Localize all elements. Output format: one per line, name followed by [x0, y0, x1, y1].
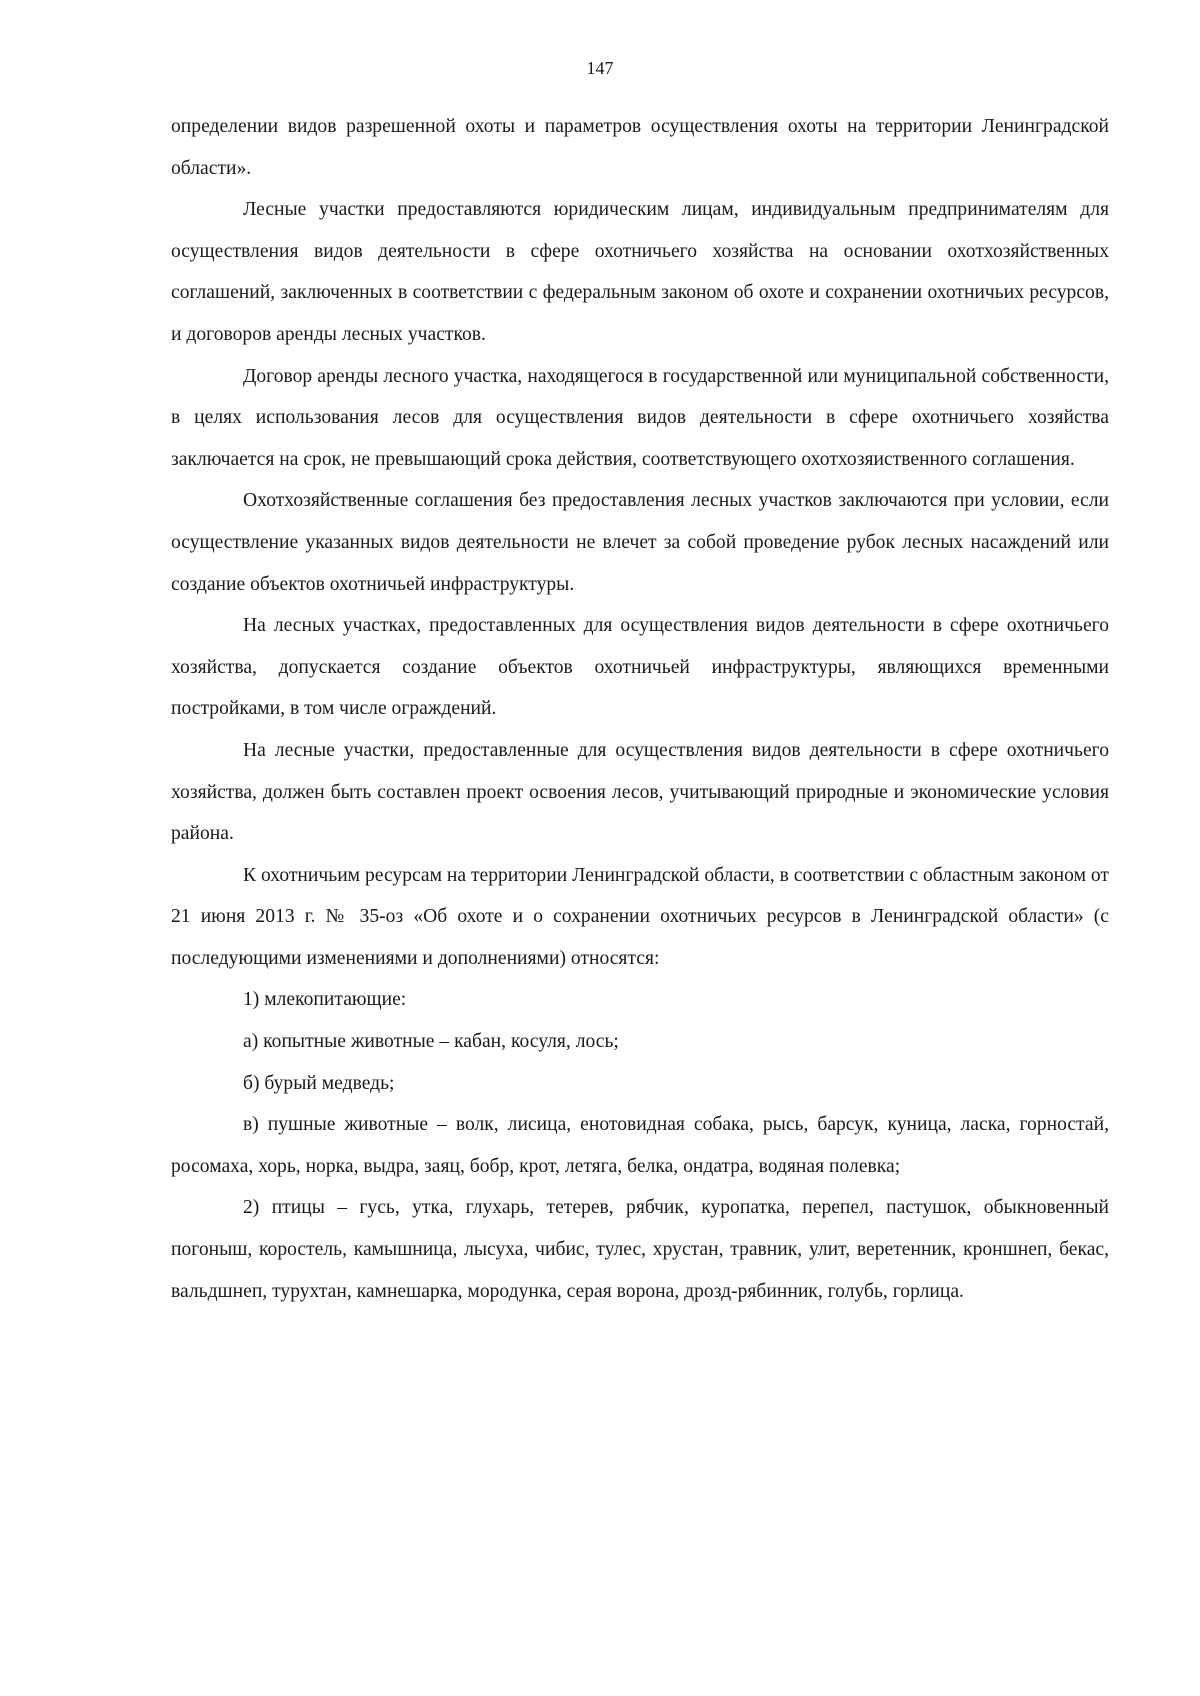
list-item-birds: 2) птицы – гусь, утка, глухарь, тетерев, рябчик, куропатка, перепел, пастушок, обыкновенный погоныш, коростель, камышница, лысуха, чибис, тулес, хрустан, травник, улит, веретенник, кроншнеп, бекас, вальдшнеп, турухтан, камнешарка, мородунка, серая ворона, дрозд-рябинник, голубь, горлица. — [171, 1197, 1109, 1302]
paragraph-hunting-resources: К охотничьим ресурсам на территории Ленинградской области, в соответствии с областным законом от 21 июня 2013 г. № 35-оз «Об охоте и о сохранении охотничьих ресурсов в Ленинградской области» (с последующими изменениями и дополнениями) относятся: — [171, 864, 1109, 969]
paragraph-continuation: определении видов разрешенной охоты и параметров осуществления охоты на территории Ленинградской области». — [171, 116, 1109, 179]
page-body — [171, 106, 1109, 1312]
list-item-ungulates: а) копытные животные – кабан, косуля, лось; — [243, 1031, 619, 1053]
paragraph-agreements-without-plots: Охотхозяйственные соглашения без предоставления лесных участков заключаются при условии, если осуществление указанных видов деятельности не влечет за собой проведение рубок лесных насаждений или создание объектов охотничьей инфраструктуры. — [171, 490, 1109, 595]
page-number: 147 — [586, 58, 614, 78]
list-item-brown-bear: б) бурый медведь; — [243, 1072, 395, 1094]
paragraph-development-project: На лесные участки, предоставленные для осуществления видов деятельности в сфере охотничьего хозяйства, должен быть составлен проект освоения лесов, учитывающий природные и экономические условия района. — [171, 739, 1109, 845]
paragraph-forest-plots: Лесные участки предоставляются юридическим лицам, индивидуальным предпринимателям для осуществления видов деятельности в сфере охотничьего хозяйства на основании охотхозяйственных соглашений, заключенных в соответствии с федеральным законом об охоте и сохранении охотничьих ресурсов, и договоров аренды лесных участков. — [171, 199, 1109, 345]
list-item-mammals: 1) млекопитающие: — [243, 989, 407, 1011]
paragraph-infrastructure: На лесных участках, предоставленных для осуществления видов деятельности в сфере охотничьего хозяйства, допускается создание объектов охотничьей инфраструктуры, являющихся временными постройками, в том числе ограждений. — [171, 615, 1109, 720]
list-item-fur-animals: в) пушные животные – волк, лисица, енотовидная собака, рысь, барсук, куница, ласка, горностай, росомаха, хорь, норка, выдра, заяц, бобр, крот, летяга, белка, ондатра, водяная полевка; — [171, 1114, 1109, 1177]
paragraph-lease-agreement: Договор аренды лесного участка, находящегося в государственной или муниципальной собственности, в целях использования лесов для осуществления видов деятельности в сфере охотничьего хозяйства заключается на срок, не превышающий срока действия, соответствующего охотхозяиственного соглашения. — [171, 365, 1109, 470]
